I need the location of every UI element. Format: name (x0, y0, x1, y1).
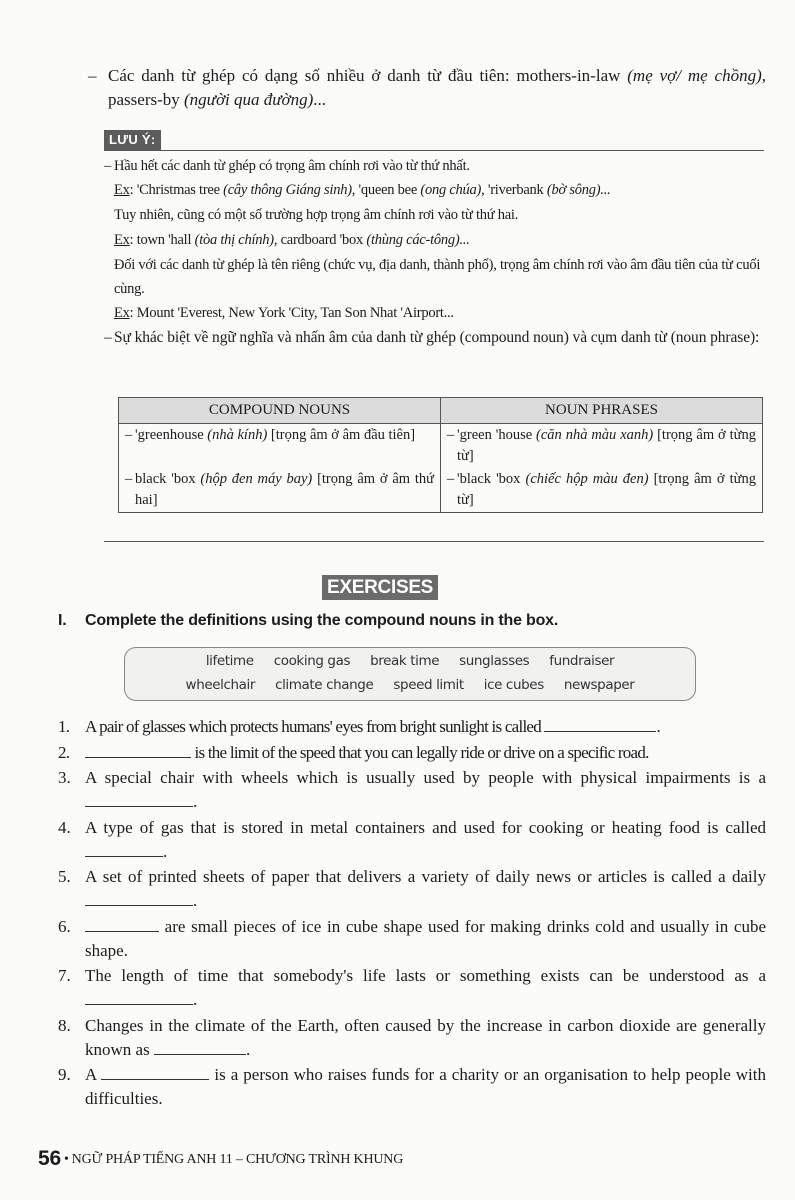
item-text: . (163, 841, 168, 861)
cell-text: 'greenhouse (135, 427, 208, 443)
exercise-item-2 (58, 741, 766, 765)
note-end-divider (104, 541, 764, 542)
item-number: 7. (58, 966, 71, 985)
exercises-title: EXERCISES (322, 575, 438, 600)
word-option: fundraiser (549, 653, 615, 669)
example-label: Ex (114, 232, 130, 248)
item-text: . (245, 1039, 251, 1059)
cell-text: [trọng âm ở từng từ] (457, 427, 756, 464)
cell-text: [trọng âm ở từng từ] (457, 471, 756, 508)
table-cell (441, 468, 763, 513)
answer-blank[interactable] (85, 990, 193, 1005)
table-header-row (119, 398, 763, 424)
answer-blank[interactable] (544, 717, 656, 732)
exercise-item-8 (58, 1014, 766, 1062)
exercise-item-3 (58, 766, 766, 814)
note-text-line (104, 253, 766, 301)
word-box-row (125, 677, 695, 693)
note-section (104, 154, 766, 350)
bullet-dash: – (447, 427, 455, 443)
header-noun-phrases: NOUN PHRASES (441, 398, 763, 424)
translation: (thùng các-tông)... (366, 232, 470, 248)
item-text: are small pieces of ice in cube shape used for making drinks cold and usually in cube shape. (85, 916, 766, 960)
task-instruction (58, 612, 558, 630)
translation: (nhà kính) (207, 427, 268, 443)
word-option: climate change (275, 677, 374, 693)
bullet-text: Các danh từ ghép có dạng số nhiều ở danh từ đầu tiên: mothers-in-law (108, 66, 628, 85)
bullet-dash: – (88, 66, 97, 85)
translation: (hộp đen máy bay) (200, 471, 313, 487)
table-cell (119, 424, 441, 469)
item-text: . (193, 792, 198, 811)
answer-blank[interactable] (85, 891, 193, 906)
example-line (104, 301, 766, 325)
translation: (mẹ vợ/ mẹ chồng) (627, 66, 762, 85)
note-point (104, 326, 766, 350)
example-line (104, 228, 766, 252)
exercise-item-6 (58, 915, 766, 963)
bullet-text: , passers-by (108, 66, 766, 109)
item-text: . (656, 717, 660, 736)
table-row (119, 468, 763, 513)
example-label: Ex (114, 182, 130, 198)
item-number: 6. (58, 916, 71, 936)
translation: (căn nhà màu xanh) (536, 427, 654, 443)
answer-blank[interactable] (85, 743, 191, 758)
task-number: I. (58, 612, 67, 629)
bullet-text: ... (313, 90, 327, 109)
item-text: The length of time that somebody's life lasts or something exists can be understood as a (85, 966, 766, 985)
word-option: newspaper (563, 677, 635, 693)
item-text: A set of printed sheets of paper that delivers a variety of daily news or articles is called a daily (85, 867, 766, 886)
exercise-item-7 (58, 964, 766, 1012)
bullet-dash: – (104, 158, 111, 174)
example-text: , cardboard 'box (273, 232, 367, 248)
item-number: 1. (58, 717, 70, 736)
word-option: lifetime (205, 653, 254, 669)
example-label: Ex (114, 305, 130, 321)
word-option: ice cubes (483, 677, 544, 693)
word-option: wheelchair (185, 677, 256, 693)
item-number: 5. (58, 867, 71, 886)
page-number: 56 (38, 1147, 61, 1170)
note-text: Tuy nhiên, cũng có một số trường hợp trọng âm chính rơi vào từ thứ hai. (114, 207, 519, 223)
book-title: NGỮ PHÁP TIẾNG ANH 11 – CHƯƠNG TRÌNH KHUNG (71, 1152, 404, 1167)
item-text: is a person who raises funds for a charity or an organisation to help people with difficulties. (85, 1065, 767, 1108)
cell-text: 'black 'box (457, 471, 526, 487)
word-option: speed limit (393, 677, 464, 693)
example-text: : 'Christmas tree (129, 182, 224, 198)
item-number: 3. (58, 768, 71, 787)
item-text: A pair of glasses which protects humans' eyes from bright sunlight is called (85, 717, 545, 736)
answer-blank[interactable] (85, 917, 159, 932)
word-option: cooking gas (273, 653, 351, 669)
item-text: is the limit of the speed that you can legally ride or drive on a specific road. (191, 742, 649, 762)
example-text: , 'queen bee (351, 182, 421, 198)
item-text: Changes in the climate of the Earth, often caused by the increase in carbon dioxide are generally known as (85, 1015, 766, 1059)
answer-blank[interactable] (85, 842, 163, 857)
exercise-items (58, 715, 766, 1113)
cell-text: [trọng âm ở âm thứ hai] (135, 471, 434, 508)
bullet-dash: – (125, 427, 133, 443)
note-label: LƯU Ý: (104, 130, 161, 150)
word-option: sunglasses (459, 653, 530, 669)
cell-text: black 'box (135, 471, 201, 487)
example-text: : town 'hall (129, 232, 195, 248)
exercise-item-5 (58, 865, 766, 913)
table-row (119, 424, 763, 469)
note-text: Hầu hết các danh từ ghép có trọng âm chính rơi vào từ thứ nhất. (114, 158, 470, 174)
answer-blank[interactable] (85, 792, 193, 807)
exercise-item-4 (58, 816, 766, 864)
item-text: A special chair with wheels which is usually used by people with physical impairments is a (85, 768, 766, 787)
note-text: Sự khác biệt về ngữ nghĩa và nhấn âm của danh từ ghép (compound noun) và cụm danh từ (noun phrase): (114, 329, 760, 346)
item-number: 2. (58, 742, 70, 762)
plural-compound-bullet (88, 64, 766, 112)
translation: (chiếc hộp màu đen) (525, 471, 649, 487)
item-number: 9. (58, 1065, 71, 1084)
word-box-row (125, 653, 695, 669)
item-text: . (193, 990, 198, 1009)
comparison-table (118, 397, 763, 513)
exercise-item-9 (58, 1063, 766, 1111)
example-text: : Mount 'Everest, New York 'City, Tan Son Nhat 'Airport... (129, 305, 454, 321)
answer-blank[interactable] (101, 1065, 209, 1080)
header-compound-nouns: COMPOUND NOUNS (119, 398, 441, 424)
item-text: . (193, 891, 198, 910)
item-text: A type of gas that is stored in metal containers and used for cooking or heating food is called (85, 817, 766, 837)
translation: (người qua đường) (184, 90, 314, 109)
bullet-dash: – (447, 471, 455, 487)
translation: (bờ sông)... (546, 182, 611, 198)
translation: (cây thông Giáng sinh) (223, 182, 352, 198)
translation: (tòa thị chính) (194, 232, 274, 248)
note-text: Đối với các danh từ ghép là tên riêng (chức vụ, địa danh, thành phố), trọng âm chính rơi vào âm đầu tiên của từ cuối cùng. (114, 257, 761, 297)
bullet-dash: – (104, 329, 112, 346)
table-cell (119, 468, 441, 513)
task-text: Complete the definitions using the compound nouns in the box. (85, 612, 559, 629)
item-number: 8. (58, 1015, 71, 1035)
item-number: 4. (58, 817, 71, 837)
word-box (124, 647, 696, 701)
page-footer (38, 1147, 403, 1171)
note-header (104, 130, 764, 151)
item-text: A (85, 1065, 102, 1084)
bullet-dash: – (125, 471, 133, 487)
table-cell (441, 424, 763, 469)
word-option: break time (370, 653, 440, 669)
note-point (104, 154, 766, 178)
exercise-item-1 (58, 715, 766, 739)
example-line (104, 178, 766, 202)
translation: (ong chúa) (420, 182, 482, 198)
bullet-icon: • (63, 1152, 69, 1167)
answer-blank[interactable] (154, 1040, 246, 1055)
cell-text: 'green 'house (457, 427, 537, 443)
note-text-line (104, 203, 766, 227)
example-text: , 'riverbank (481, 182, 547, 198)
cell-text: [trọng âm ở âm đầu tiên] (267, 427, 416, 443)
